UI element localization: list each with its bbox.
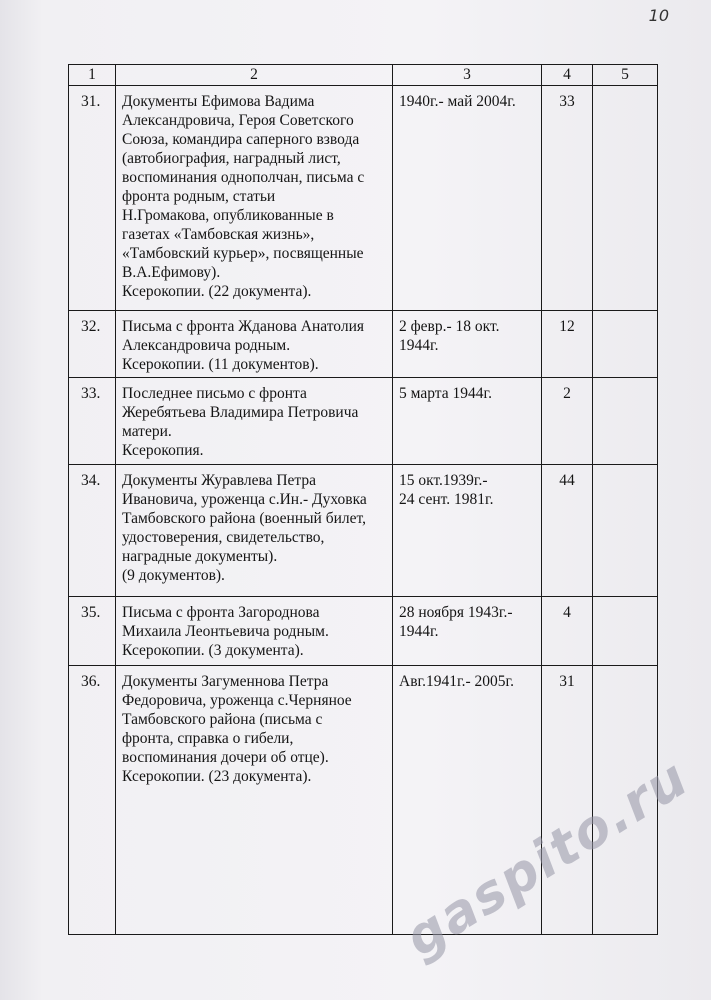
row-dates: 2 февр.- 18 окт. 1944г.	[393, 311, 542, 378]
row-number: 35.	[69, 597, 116, 666]
table-header-row	[69, 65, 658, 86]
column-header-1: 1	[69, 65, 116, 86]
table-row	[69, 86, 658, 311]
row-note	[593, 597, 658, 666]
row-sheet-count: 33	[542, 86, 593, 311]
row-sheet-count: 12	[542, 311, 593, 378]
row-title: Письма с фронта Загороднова Михаила Леонтьевича родным. Ксерокопии. (3 документа).	[116, 597, 393, 666]
row-note	[593, 465, 658, 597]
site-watermark: gaspito.ru	[395, 747, 700, 969]
page-number: 10	[648, 6, 669, 25]
table-row	[69, 597, 658, 666]
column-header-4: 4	[542, 65, 593, 86]
row-title: Документы Журавлева Петра Ивановича, уроженца с.Ин.- Духовка Тамбовского района (военный билет, удостоверения, свидетельство, наградные документы). (9 документов).	[116, 465, 393, 597]
row-note	[593, 311, 658, 378]
table-row	[69, 465, 658, 597]
row-note	[593, 378, 658, 465]
row-number: 34.	[69, 465, 116, 597]
row-sheet-count: 2	[542, 378, 593, 465]
column-header-2: 2	[116, 65, 393, 86]
row-number: 31.	[69, 86, 116, 311]
row-dates: 28 ноября 1943г.- 1944г.	[393, 597, 542, 666]
row-title: Документы Загуменнова Петра Федоровича, уроженца с.Черняное Тамбовского района (письма с фронта, справка о гибели, воспоминания дочери об отце). Ксерокопии. (23 документа).	[116, 666, 393, 935]
row-number: 32.	[69, 311, 116, 378]
row-sheet-count: 31	[542, 666, 593, 935]
row-dates: 1940г.- май 2004г.	[393, 86, 542, 311]
row-note	[593, 86, 658, 311]
row-dates: 5 марта 1944г.	[393, 378, 542, 465]
row-title: Письма с фронта Жданова Анатолия Александровича родным. Ксерокопии. (11 документов).	[116, 311, 393, 378]
row-number: 36.	[69, 666, 116, 935]
row-sheet-count: 4	[542, 597, 593, 666]
row-dates: 15 окт.1939г.- 24 сент. 1981г.	[393, 465, 542, 597]
table-row	[69, 666, 658, 935]
row-title: Документы Ефимова Вадима Александровича, Героя Советского Союза, командира саперного взвода (автобиография, наградный лист, воспоминания однополчан, письма с фронта родным, статьи Н.Громакова, опубликованные в газетах «Тамбовская жизнь», «Тамбовский курьер», посвященные В.А.Ефимову). Ксерокопии. (22 документа).	[116, 86, 393, 311]
row-dates: Авг.1941г.- 2005г.	[393, 666, 542, 935]
row-sheet-count: 44	[542, 465, 593, 597]
column-header-3: 3	[393, 65, 542, 86]
table-row	[69, 378, 658, 465]
row-number: 33.	[69, 378, 116, 465]
row-title: Последнее письмо с фронта Жеребятьева Владимира Петровича матери. Ксерокопия.	[116, 378, 393, 465]
archive-inventory-table	[68, 64, 658, 935]
table-row	[69, 311, 658, 378]
column-header-5: 5	[593, 65, 658, 86]
